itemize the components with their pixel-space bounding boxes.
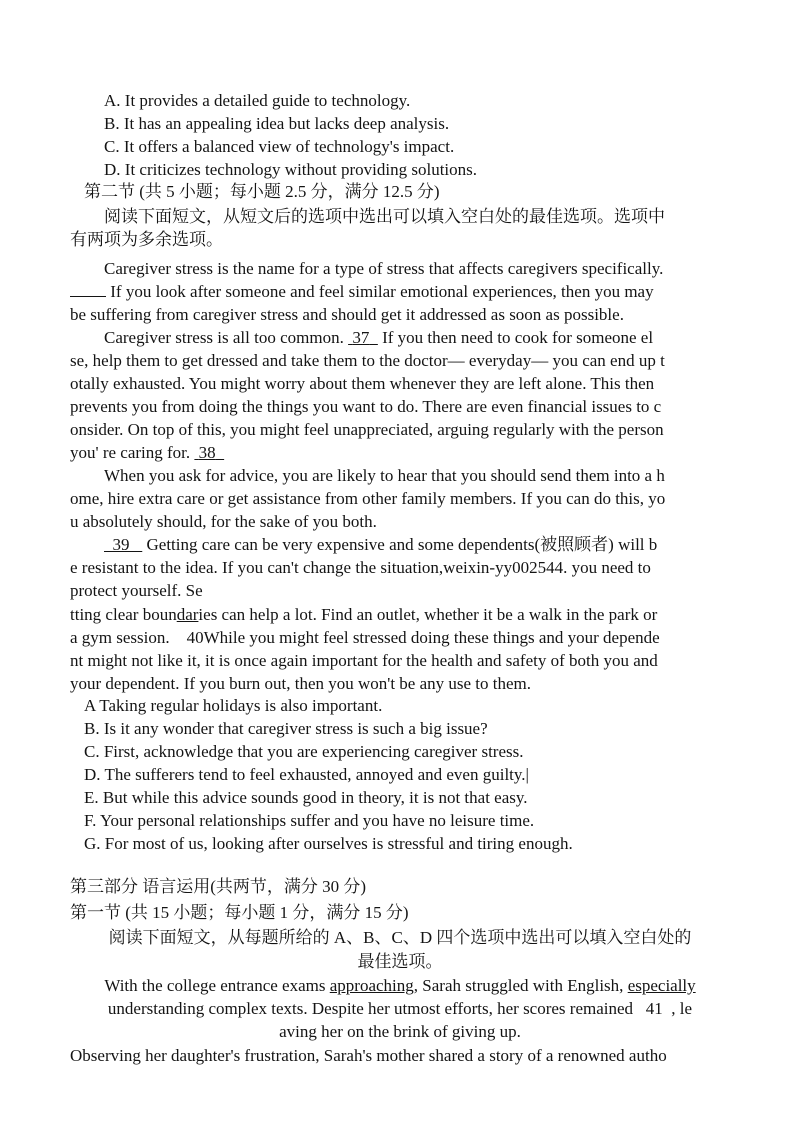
part3-heading: 第三部分 语言运用(共两节，满分 30 分): [70, 877, 367, 896]
option-f: F. Your personal relationships suffer and you have no leisure time.: [84, 811, 535, 830]
passage-p2-line4: prevents you from doing the things you want to do. There are even financial issues to c: [70, 397, 662, 416]
passage-p1-line2: If you look after someone and feel similar emotional experiences, then you may: [70, 281, 654, 303]
passage-p4-line4: tting clear boundaries can help a lot. Find an outlet, whether it be a walk in the park or: [70, 605, 658, 624]
passage-p3-line2: ome, hire extra care or get assistance from other family members. If you can do this, yo: [70, 489, 666, 508]
option-b: B. Is it any wonder that caregiver stress is such a big issue?: [84, 719, 488, 738]
prev-option-b: B. It has an appealing idea but lacks deep analysis.: [104, 114, 450, 133]
passage-p2-line6: you' re caring for. 38: [70, 442, 224, 464]
blank-41: 41: [645, 999, 663, 1018]
part3-instruction-2: 最佳选项。: [357, 952, 443, 971]
passage-p2-line2: se, help them to get dressed and take them to the doctor— everyday— you can end up t: [70, 351, 665, 370]
section2-instruction-2: 有两项为多余选项。: [70, 230, 223, 249]
passage-p4-line5: a gym session. 40While you might feel stressed doing these things and your depende: [70, 628, 660, 647]
blank-36: [70, 282, 106, 297]
section2-heading: 第二节 (共 5 小题；每小题 2.5 分，满分 12.5 分): [84, 182, 440, 201]
blank-39: 39: [112, 535, 130, 554]
part3-line2: understanding complex texts. Despite her utmost efforts, her scores remained 41 , le: [107, 999, 693, 1018]
option-d: D. The sufferers tend to feel exhausted, annoyed and even guilty.|: [84, 765, 529, 784]
passage-p2-line5: onsider. On top of this, you might feel unappreciated, arguing regularly with the person: [70, 420, 664, 439]
passage-p4-line7: your dependent. If you burn out, then you won't be any use to them.: [70, 674, 532, 693]
passage-p4-line2: e resistant to the idea. If you can't change the situation,weixin-yy002544. you need to: [70, 558, 651, 577]
option-g: G. For most of us, looking after ourselves is stressful and tiring enough.: [84, 834, 573, 853]
part3-sub-heading: 第一节 (共 15 小题；每小题 1 分，满分 15 分): [70, 903, 409, 922]
passage-p3-line3: u absolutely should, for the sake of you both.: [70, 512, 377, 531]
passage-p4-line6: nt might not like it, it is once again important for the health and safety of both you and: [70, 651, 658, 670]
passage-p1-line3: be suffering from caregiver stress and should get it addressed as soon as possible.: [70, 305, 624, 324]
prev-option-c: C. It offers a balanced view of technology's impact.: [104, 137, 455, 156]
passage-p1-line1: Caregiver stress is the name for a type of stress that affects caregivers specifically.: [104, 259, 664, 278]
option-a: A Taking regular holidays is also important.: [84, 696, 383, 715]
passage-p2-line1: Caregiver stress is all too common. 37 If you then need to cook for someone el: [104, 328, 654, 347]
section2-instruction-1: 阅读下面短文，从短文后的选项中选出可以填入空白处的最佳选项。选项中: [104, 207, 665, 226]
passage-p2-line3: otally exhausted. You might worry about them whenever they are left alone. This then: [70, 374, 655, 393]
passage-p4-line3: protect yourself. Se: [70, 581, 203, 600]
prev-option-a: A. It provides a detailed guide to technology.: [104, 91, 411, 110]
option-e: E. But while this advice sounds good in theory, it is not that easy.: [84, 788, 528, 807]
blank-38: 38: [198, 443, 216, 462]
passage-p3-line1: When you ask for advice, you are likely to hear that you should send them into a h: [104, 466, 665, 485]
option-c: C. First, acknowledge that you are experiencing caregiver stress.: [84, 742, 524, 761]
part3-line1: With the college entrance exams approaching, Sarah struggled with English, especially: [104, 976, 696, 995]
part3-line3: aving her on the brink of giving up.: [279, 1022, 521, 1041]
part3-line4: Observing her daughter's frustration, Sarah's mother shared a story of a renowned autho: [70, 1046, 667, 1065]
prev-option-d: D. It criticizes technology without providing solutions.: [104, 160, 478, 179]
blank-37: 37: [352, 328, 370, 347]
passage-p4-line1: 39 Getting care can be very expensive and some dependents(被照顾者) will b: [104, 534, 657, 556]
part3-instruction-1: 阅读下面短文，从每题所给的 A、B、C、D 四个选项中选出可以填入空白处的: [108, 928, 692, 947]
